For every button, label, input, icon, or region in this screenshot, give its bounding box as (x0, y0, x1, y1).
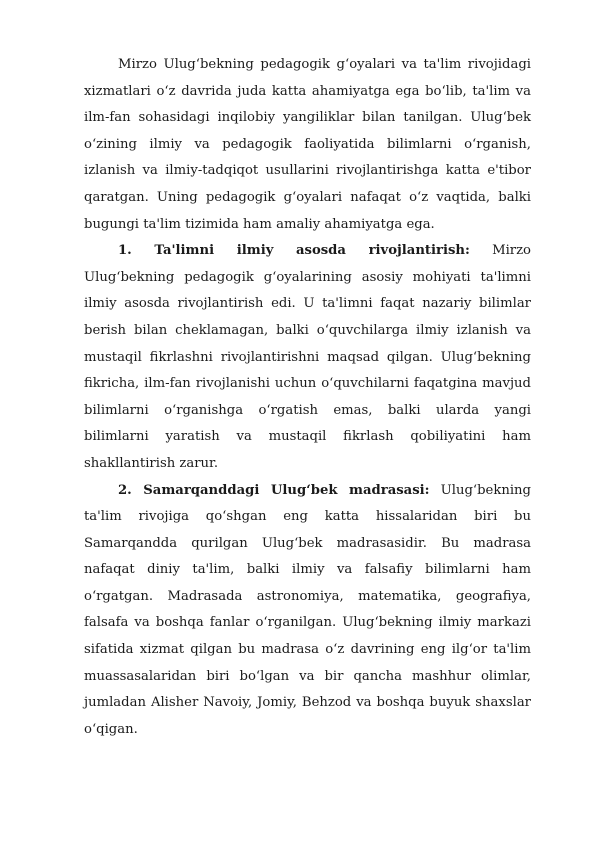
section-1-heading: 1. Ta'limni ilmiy asosda rivojlantirish: (118, 243, 470, 259)
intro-paragraph (84, 52, 531, 238)
paragraph-text: Mirzo Ulugʻbekning pedagogik gʻoyalarining asosiy mohiyati ta'limni ilmiy asosda rivojlantirish edi. U ta'limni faqat nazariy bilimlar berish bilan cheklamagan, balki oʻquvchilarga ilmiy izlanish va mustaqil fikrlashni rivojlantirishni maqsad qilgan. Ulugʻbekning fikricha, ilm-fan rivojlanishi uchun oʻquvchilarni faqatgina mavjud bilimlarni oʻrganishga oʻrgatish emas, balki ularda yangi bilimlarni yaratish va mustaqil fikrlash qobiliyatini ham shakllantirish zarur. (84, 243, 531, 471)
paragraph-text: Ulugʻbekning ta'lim rivojiga qoʻshgan eng katta hissalaridan biri bu Samarqandda qurilgan Ulugʻbek madrasasidir. Bu madrasa nafaqat diniy ta'lim, balki ilmiy va falsafiy bilimlarni ham oʻrgatgan. Madrasada astronomiya, matematika, geografiya, falsafa va boshqa fanlar oʻrganilgan. Ulugʻbekning ilmiy markazi sifatida xizmat qilgan bu madrasa oʻz davrining eng ilgʻor ta'lim muassasalaridan biri boʻlgan va bir qancha mashhur olimlar, jumladan Alisher Navoiy, Jomiy, Behzod va boshqa buyuk shaxslar oʻqigan. (84, 482, 531, 737)
paragraph-text: Mirzo Ulugʻbekning pedagogik gʻoyalari va ta'lim rivojidagi xizmatlari oʻz davrida juda katta ahamiyatga ega boʻlib, ta'lim va ilm-fan sohasidagi inqilobiy yangiliklar bilan tanilgan. Ulugʻbek oʻzining ilmiy va pedagogik faoliyatida bilimlarni oʻrganish, izlanish va ilmiy-tadqiqot usullarini rivojlantirishga katta e'tibor qaratgan. Uning pedagogik gʻoyalari nafaqat oʻz vaqtida, balki bugungi ta'lim tizimida ham amaliy ahamiyatga ega. (84, 57, 531, 232)
section-2-heading: 2. Samarqanddagi Ulugʻbek madrasasi: (118, 482, 430, 498)
section-2-paragraph (84, 478, 531, 744)
document-page (84, 52, 531, 743)
section-1-paragraph (84, 238, 531, 477)
